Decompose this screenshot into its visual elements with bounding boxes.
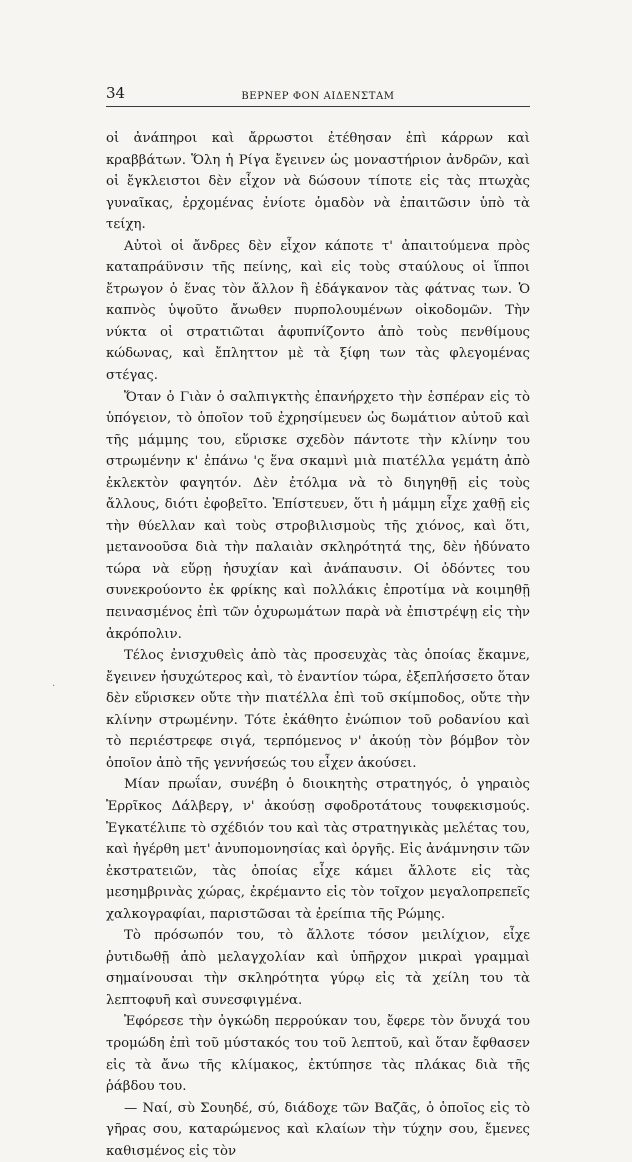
- body-text: [106, 128, 530, 1162]
- paragraph: Τέλος ἐνισχυθεὶς ἀπὸ τὰς προσευχὰς τὰς ὁποίας ἔκαμνε, ἔγεινεν ἡσυχώτερος καὶ, τὸ ἐναντίον τώρα, ἐξεπλήσσετο ὅταν δὲν εὕρισκεν οὔτε τὴν πιατέλλα ἐπὶ τοῦ σκίμποδος, οὔτε τὴν κλίνην στρωμένην. Τότε ἐκάθητο ἐνώπιον τοῦ ροδανίου καὶ τὸ περιέστρεφε σιγά, τερπόμενος ν' ἀκούῃ τὸν βόμβον τὸν ὁποῖον ἀπὸ τῆς γεννήσεώς του εἶχεν ἀκούσει.: [106, 648, 530, 771]
- page-header: [106, 82, 530, 107]
- paragraph: Τὸ πρόσωπόν του, τὸ ἄλλοτε τόσον μειλίχιον, εἶχε ῥυτιδωθῇ ἀπὸ μελαγχολίαν καὶ ὑπῆρχον μικραὶ γραμμαὶ σημαίνουσαι τὴν σκληρότητα γύρῳ εἰς τὰ χείλη του τὰ λεπτοφυῆ καὶ συνεσφιγμένα.: [106, 928, 530, 1008]
- paragraph: Αὐτοὶ οἱ ἄνδρες δὲν εἶχον κάποτε τ' ἀπαιτούμενα πρὸς καταπράϋνσιν τῆς πείνης, καὶ εἰς τοὺς σταύλους οἱ ἵπποι ἔτρωγον ὁ ἕνας τὸν ἄλλον ἢ ἐδάγκανον τὰς φάτνας των. Ὁ καπνὸς ὑψοῦτο ἄνωθεν πυρπολουμένων οἰκοδομῶν. Τὴν νύκτα οἱ στρατιῶται ἀφυπνίζοντο ἀπὸ τοὺς πενθίμους κώδωνας, καὶ ἔπληττον μὲ τὰ ξίφη των τὰς φλεγομένας στέγας.: [106, 238, 530, 384]
- margin-mark: ·: [52, 681, 56, 692]
- page-number: 34: [106, 84, 126, 102]
- paragraph: — Ναί, σὺ Σουηδέ, σύ, διάδοχε τῶν Βαζᾶς, ὁ ὁποῖος εἰς τὸ γῆρας σου, καταρώμενος καὶ κλαίων τὴν τύχην σου, ἔμενες καθισμένος εἰς τὸν: [106, 1100, 530, 1159]
- paragraph: Ἐφόρεσε τὴν ὀγκώδη περρούκαν του, ἔφερε τὸν ὄνυχά του τρομώδη ἐπὶ τοῦ μύστακός του τοῦ λεπτοῦ, καὶ ὅταν ἔφθασεν εἰς τὰ ἄνω τῆς κλίμακος, ἐκτύπησε τὰς πλάκας διὰ τῆς ῥάβδου του.: [106, 1014, 530, 1095]
- paragraph: οἱ ἀνάπηροι καὶ ἄρρωστοι ἐτέθησαν ἐπὶ κάρρων καὶ κραββάτων. Ὅλη ἡ Ρίγα ἔγεινεν ὡς μοναστήριον ἀνδρῶν, καὶ οἱ ἔγκλειστοι δὲν εἶχον νὰ δώσουν τίποτε εἰς τὰς πτωχὰς γυναῖκας, ἐρχομένας ἐνίοτε ὁμαδὸν νὰ ἐπαιτῶσιν ὑπὸ τὰ τείχη.: [106, 131, 530, 233]
- running-head: ΒΕΡΝΕΡ ΦΟΝ ΑΙΔΕΝΣΤΑΜ: [241, 91, 395, 102]
- paragraph: Ὅταν ὁ Γιὰν ὁ σαλπιγκτὴς ἐπανήρχετο τὴν ἑσπέραν εἰς τὸ ὑπόγειον, τὸ ὁποῖον τοῦ ἐχρησίμευεν ὡς δωμάτιον αὐτοῦ καὶ τῆς μάμμης του, εὕρισκε σχεδὸν πάντοτε τὴν κλίνην του στρωμένην κ' ἐπάνω 'ς ἕνα σκαμνὶ μιὰ πιατέλλα γεμάτη ἀπὸ ἐκλεκτὸν φαγητόν. Δὲν ἐτόλμα νὰ τὸ διηγηθῇ εἰς τοὺς ἄλλους, διότι ἐφοβεῖτο. Ἐπίστευεν, ὅτι ἡ μάμμη εἶχε χαθῇ εἰς τὴν θύελλαν καὶ τοὺς στροβιλισμοὺς τῆς χιόνος, καὶ ὅτι, μετανοοῦσα διὰ τὴν παλαιὰν σκληρότητά της, δὲν ἠδύνατο τώρα νὰ εὕρῃ ἡσυχίαν καὶ ἀνάπαυσιν. Οἱ ὀδόντες του συνεκρούοντο ἐκ φρίκης καὶ πολλάκις ἐπροτίμα νὰ κοιμηθῇ πεινασμένος ἐπὶ τῶν ὀχυρωμάτων παρὰ νὰ ἐπιστρέψῃ εἰς τὴν ἀκρόπολιν.: [106, 389, 530, 642]
- paragraph: Μίαν πρωΐαν, συνέβη ὁ διοικητὴς στρατηγός, ὁ γηραιὸς Ἐρρῖκος Δάλβεργ, ν' ἀκούσῃ σφοδροτάτους τουφεκισμούς. Ἐγκατέλιπε τὸ σχέδιόν του καὶ τὰς στρατηγικὰς μελέτας του, καὶ ἠγέρθη μετ' ἀνυπομονησίας καὶ ὀργῆς. Εἰς ἀνάμνησιν τῶν ἐκστρατειῶν, τὰς ὁποίας εἶχε κάμει ἄλλοτε εἰς τὰς μεσημβρινὰς χώρας, ἐκρέμαντο εἰς τὸν τοῖχον μεγαλοπρεπεῖς χαλκογραφίαι, παριστῶσαι τὰ ἐρείπια τῆς Ρώμης.: [106, 777, 530, 922]
